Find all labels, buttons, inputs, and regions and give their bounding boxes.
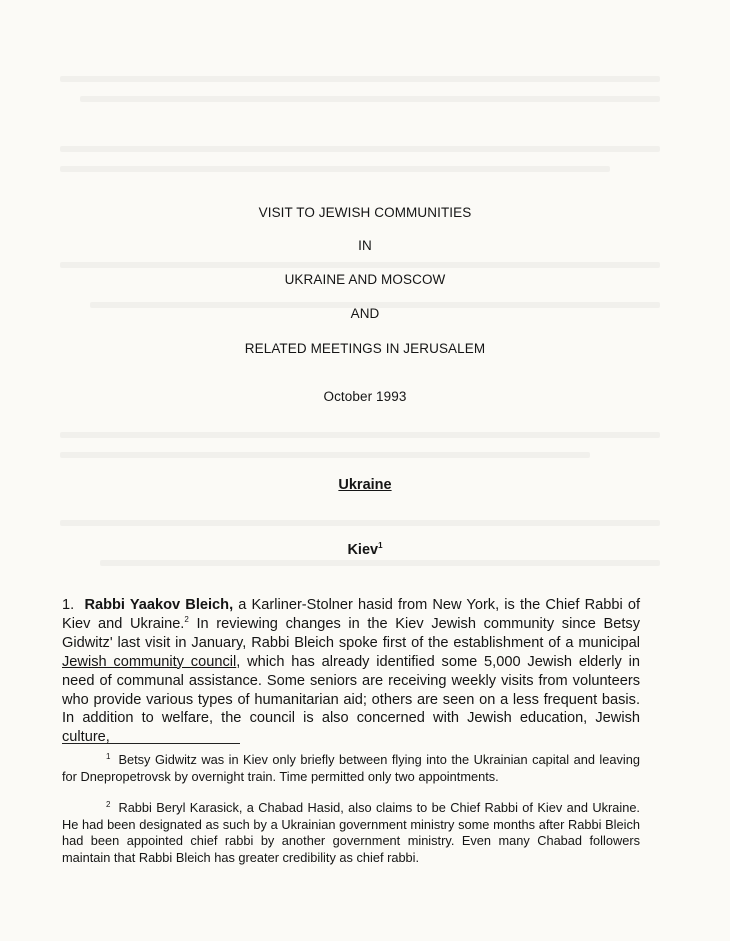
bleed-through [60,76,660,82]
person-name: Rabbi Yaakov Bleich, [84,597,234,613]
footnote-ref-1: 1 [378,541,383,551]
footnote-mark-2: 2 [106,799,111,809]
underlined-phrase: Jewish community council [62,653,237,670]
section-heading-ukraine: Ukraine [338,477,392,493]
footnote-mark-1: 1 [106,751,111,761]
footnote-text-1: Betsy Gidwitz was in Kiev only briefly between flying into the Ukrainian capital and leaving for Dnepropetrovsk by overnight train. Time permitted only two appointments. [62,752,640,784]
title-line-1: VISIT TO JEWISH COMMUNITIES [258,205,472,220]
title-line-2: IN [358,238,372,253]
title-line-4: AND [350,306,380,321]
subheading-kiev [0,542,730,558]
bleed-through [80,96,660,102]
bleed-through [60,166,610,172]
title-line-5: RELATED MEETINGS IN JERUSALEM [244,341,486,356]
bleed-through [60,432,660,438]
document-date: October 1993 [323,389,407,404]
paragraph-text-2: In reviewing changes in the Kiev Jewish community since Betsy Gidwitz' last visit in January, Rabbi Bleich spoke first of the establishment of a municipal [62,615,640,651]
bleed-through [60,262,660,268]
title-line-3: UKRAINE AND MOSCOW [284,272,446,287]
paragraph-number: 1. [62,597,75,613]
footnote-2 [62,800,640,866]
body-paragraph [62,596,640,747]
footnote-text-2: Rabbi Beryl Karasick, a Chabad Hasid, also claims to be Chief Rabbi of Kiev and Ukraine. He had been designated as such by a Ukrainian government ministry some months after Rabbi Bleich had been appointed chief rabbi by another government ministry. Even many Chabad followers maintain that Rabbi Bleich has greater credibility as chief rabbi. [62,800,640,865]
footnote-ref-2: 2 [184,615,189,625]
bleed-through [60,146,660,152]
bleed-through [100,560,660,566]
footnote-separator [62,743,240,744]
bleed-through [60,520,660,526]
footnote-1 [62,752,640,785]
paragraph-text-3: , which has already identified some 5,000 Jewish elderly in need of communal assistance. Some seniors are receiving weekly visits from volunteers who provide various types of humanitarian aid; others are seen on a less frequent basis. In addition to welfare, the council is also concerned with Jewish education, Jewish culture, [62,653,640,746]
paragraph-text-1: a Karliner-Stolner hasid from New York, is the Chief Rabbi of Kiev and Ukraine. [62,597,641,632]
subheading-text: Kiev [347,542,379,558]
bleed-through [60,452,590,458]
